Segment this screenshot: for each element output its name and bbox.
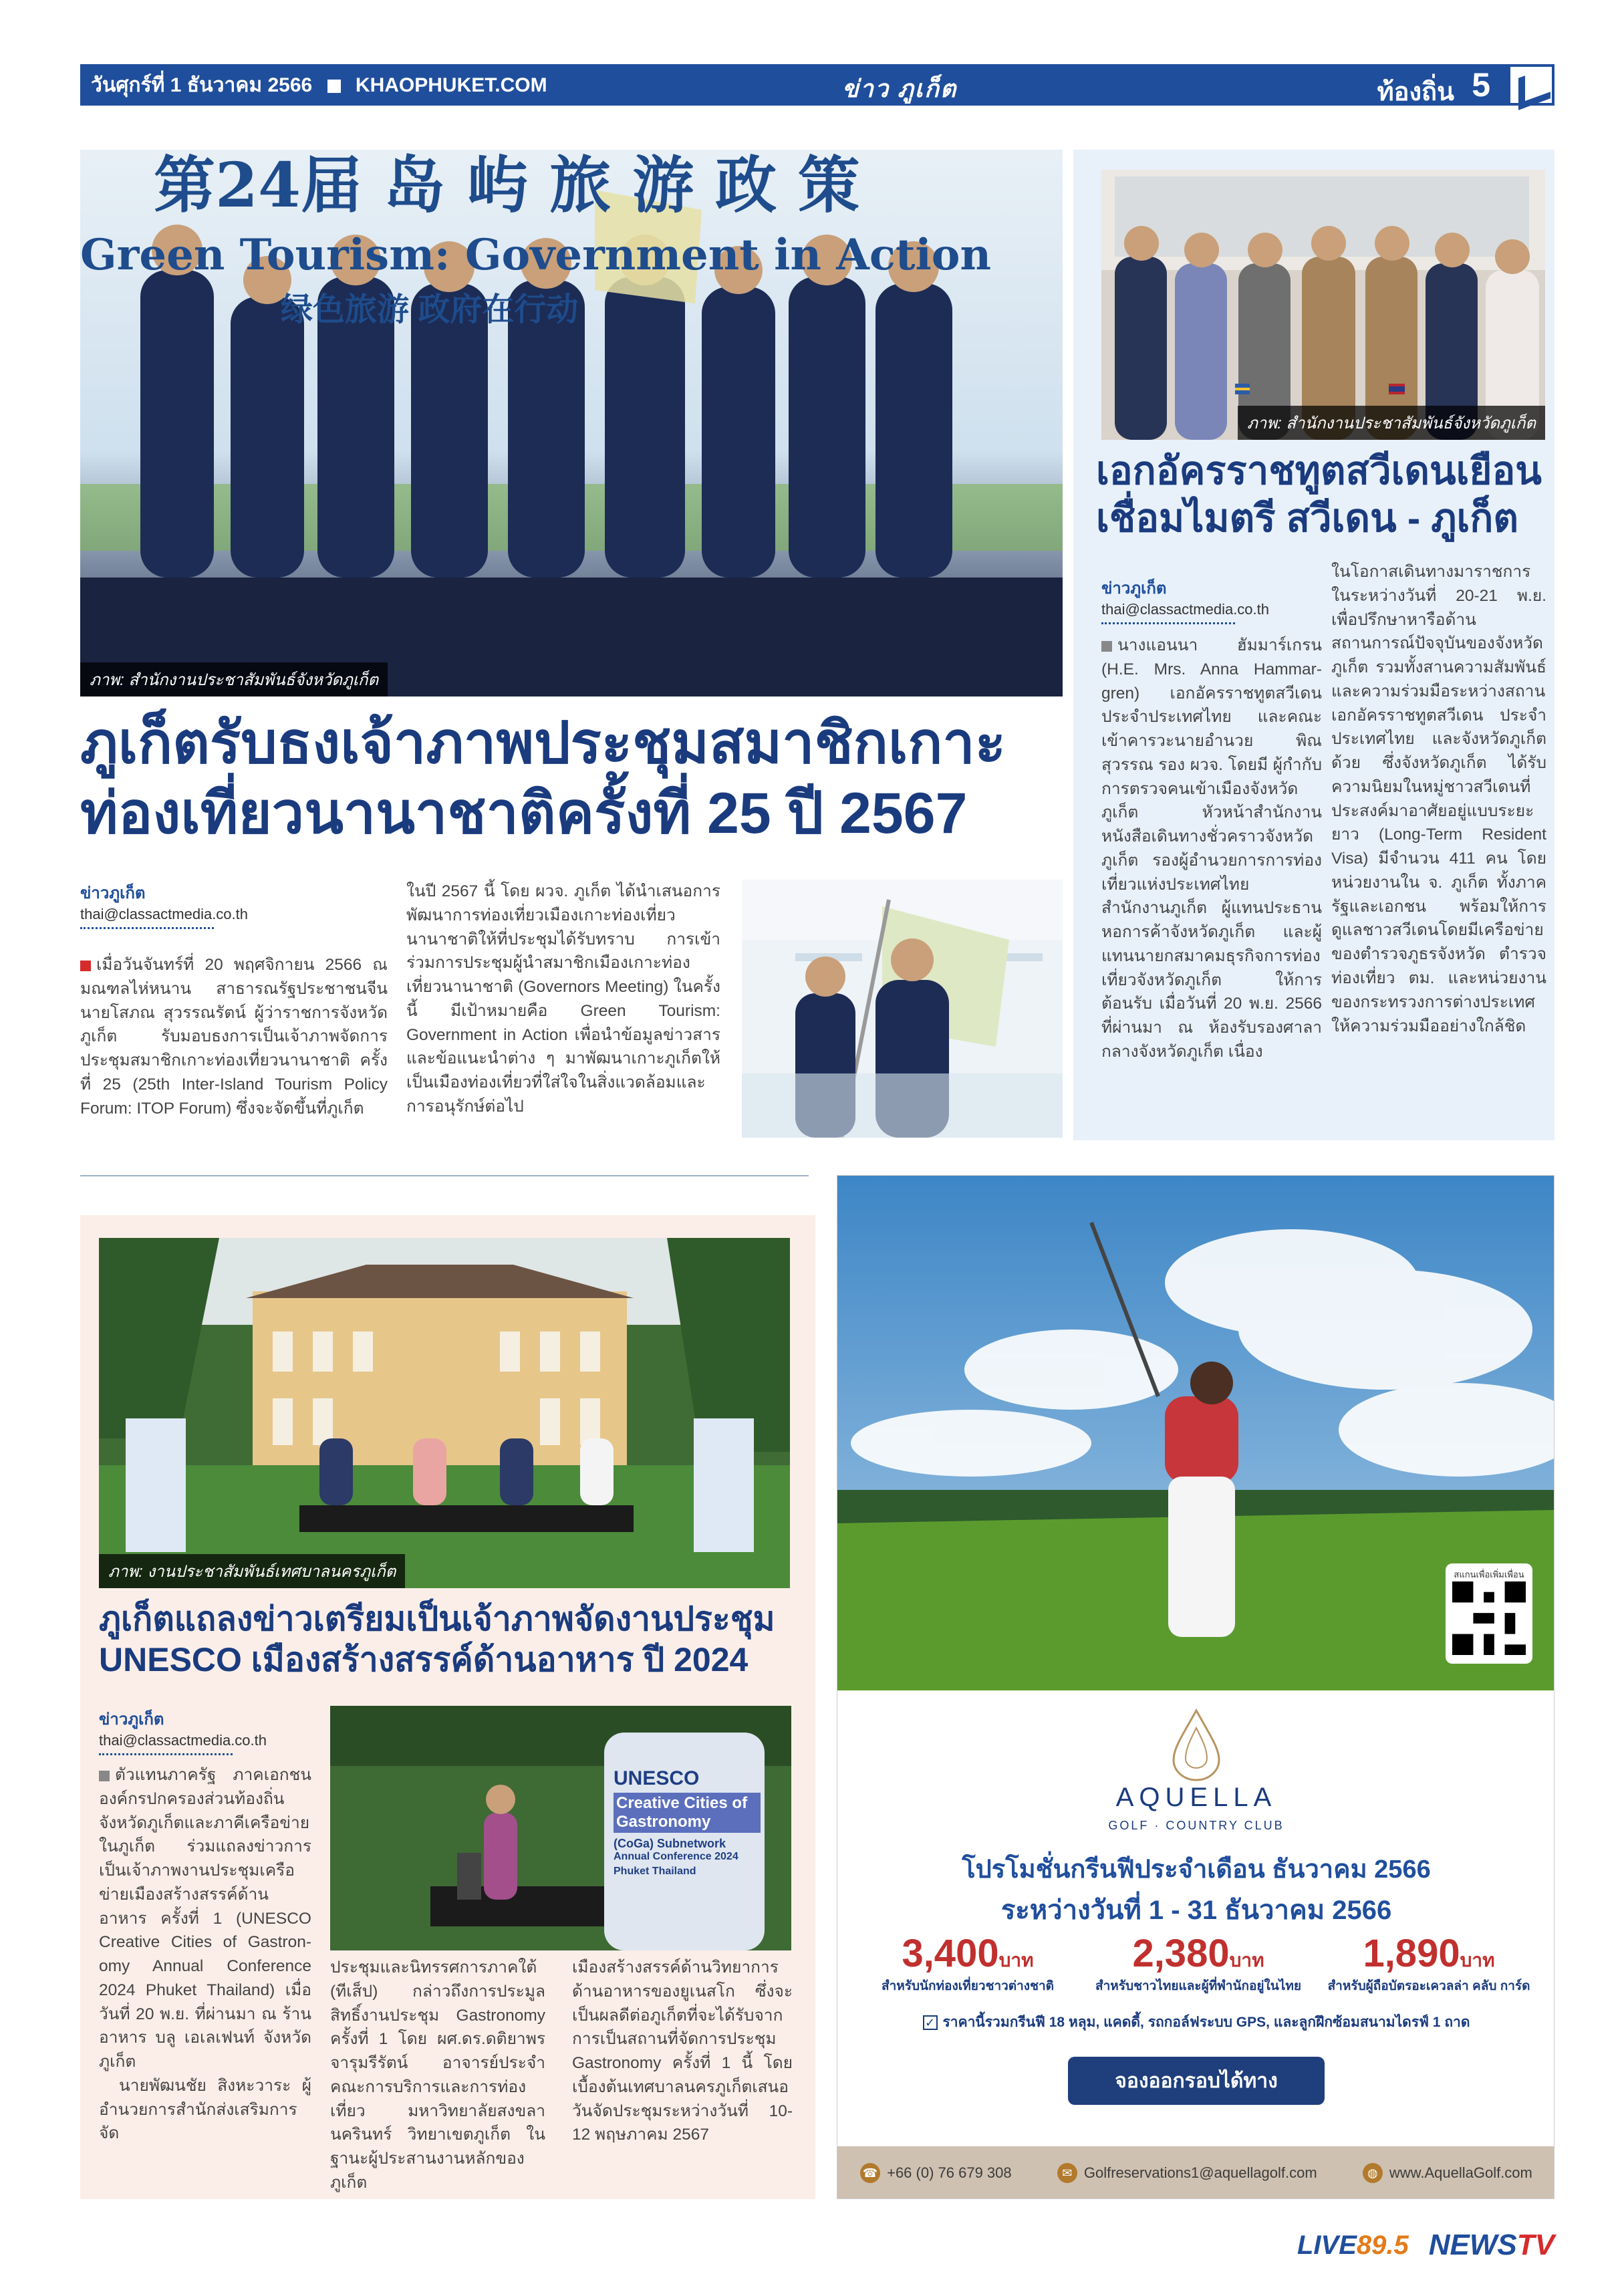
unesco-column-3 (572, 1956, 793, 2147)
section-title: ท้องถิ่น (1377, 78, 1454, 106)
page-header (80, 64, 1554, 106)
itop-photo-caption: ภาพ: สำนักงานประชาสัมพันธ์จังหวัดภูเก็ต (80, 662, 388, 696)
unesco-byline-name: ข่าวภูเก็ต (99, 1710, 164, 1729)
sweden-column-1 (1101, 634, 1322, 1064)
unesco-headline (99, 1599, 807, 1680)
itop-headline-line2: ท่องเที่ยวนานาชาติครั้งที่ 25 ปี 2567 (80, 781, 968, 846)
dateline-text: วันศุกร์ที่ 1 ธันวาคม 2566 (91, 74, 313, 96)
red-bullet-icon (80, 961, 91, 971)
live-brand-text: LIVE (1297, 2230, 1357, 2260)
contact-email[interactable] (1057, 2163, 1317, 2183)
golfer-photo (837, 1176, 1554, 1690)
banner-line1: UNESCO (614, 1767, 700, 1789)
itop-column-1 (80, 953, 388, 1120)
qr-label: สแกนเพื่อเพิ่มเพื่อน (1454, 1569, 1524, 1579)
qr-code-icon (1452, 1581, 1526, 1655)
aquella-golf-advert[interactable] (837, 1175, 1554, 2199)
site-link[interactable]: KHAOPHUKET.COM (355, 74, 547, 96)
price-member (1319, 1931, 1539, 1996)
price-note-text: ราคานี้รวมกรีนฟี 18 หลุม, แคดดี้, รถกอล์ฟระบบ GPS, และลูกฝึกซ้อมสนามไดรฟ์ 1 ถาด (942, 2015, 1470, 2030)
price-thai (1085, 1931, 1312, 1996)
itop-column-2 (406, 880, 720, 1119)
promo-line1: โปรโมชั่นกรีนฟีประจำเดือน ธันวาคม 2566 (962, 1856, 1431, 1884)
sweden-headline-line2: เชื่อมไมตรี สวีเดน - ภูเก็ต (1096, 496, 1519, 540)
brand-logo: ข่าว ภูเก็ต (842, 75, 958, 102)
price-desc: สำหรับชาวไทยและผู้ที่พำนักอยู่ในไทย (1095, 1979, 1301, 1993)
price-desc: สำหรับนักท่องเที่ยวชาวต่างชาติ (881, 1979, 1054, 1993)
price-unit: บาท (998, 1950, 1034, 1971)
aquella-logo-name: AQUELLA (1115, 1783, 1277, 1812)
unesco-col3-text: เมืองสร้างสรรค์ด้านวิทยาการด้านอาหารของยูเนสโก ซึ่งจะเป็นผลดีต่อภูเก็ตที่จะได้รับจากการเป็นสถานที่จัดการประชุม Gastronomy ครั้งที่ 1 นี้ โดยเบื้องต้นเทศบาลนครภูเก็ตเสนอวันจัดประชุมระหว่างวันที่ 10-12 พฤษภาคม 2567 (572, 1958, 793, 2144)
globe-icon: ◍ (1363, 2163, 1383, 2183)
itop-byline-name: ข่าวภูเก็ต (80, 884, 146, 902)
sweden-ambassador-photo (1101, 170, 1545, 440)
advert-contact-bar (837, 2146, 1554, 2199)
contact-website[interactable] (1363, 2163, 1532, 2183)
footer-logos (1297, 2229, 1554, 2262)
aquella-logo-sub: GOLF · COUNTRY CLUB (1108, 1819, 1284, 1832)
itop-headline-line1: ภูเก็ตรับธงเจ้าภาพประชุมสมาชิกเกาะ (80, 711, 1006, 775)
aquella-logo-icon (1170, 1708, 1223, 1781)
price-unit: บาท (1229, 1950, 1264, 1971)
itop-headline (80, 709, 1063, 849)
gray-bullet-icon (99, 1771, 110, 1781)
line-qr-code[interactable] (1446, 1563, 1532, 1664)
banner-line5: Phuket Thailand (614, 1866, 696, 1877)
advert-body (837, 1690, 1554, 2199)
itop-col2-text: ในปี 2567 นี้ โดย ผวจ. ภูเก็ต ได้นำเสนอการพัฒนาการท่องเที่ยวเมืองเกาะท่องเที่ยวนานาชาติให้ที่ประชุมได้รับทราบ การเข้าร่วมการประชุมผู้นำสมาชิกเมืองเกาะท่องเที่ยวนานาชาติ (Governors Meeting) ในครั้งนี้ มีเป้าหมายคือ Green Tourism: Government in Action เพื่อนำข้อมูลข่าวสารและข้อแนะนำต่าง ๆ มาพัฒนาเกาะภูเก็ตให้เป็นเมืองท่องเที่ยวที่ใส่ใจในสิ่งแวดล้อมและการอนุรักษ์ต่อไป (406, 882, 720, 1116)
price-amount: 2,380 (1132, 1932, 1230, 1975)
square-separator-icon (327, 80, 341, 93)
sweden-byline-email[interactable]: thai@classactmedia.co.th (1101, 601, 1270, 618)
unesco-byline-email[interactable]: thai@classactmedia.co.th (99, 1732, 267, 1749)
sweden-headline (1096, 448, 1550, 543)
phone-icon: ☎ (860, 2163, 880, 2183)
flag-handover-illustration (742, 880, 1063, 1138)
sweden-photo-caption: ภาพ: สำนักงานประชาสัมพันธ์จังหวัดภูเก็ต (1238, 406, 1545, 440)
live-frequency: 89.5 (1356, 2230, 1409, 2260)
section-divider (80, 1175, 809, 1176)
phone-text: +66 (0) 76 679 308 (887, 2164, 1012, 2181)
book-tee-time-button[interactable]: จองออกรอบได้ทาง (1068, 2057, 1325, 2105)
corner-logo-icon (1508, 64, 1554, 106)
website-text: www.AquellaGolf.com (1389, 2164, 1532, 2181)
itop-backdrop-cn: 绿色旅游 政府在行动 (281, 292, 579, 328)
itop-byline (80, 880, 248, 929)
contact-phone[interactable] (860, 2163, 1012, 2183)
email-icon: ✉ (1057, 2163, 1077, 2183)
price-foreigner (857, 1931, 1078, 1996)
unesco-col2-text: ประชุมและนิทรรศการภาคใต้ (ทีเส็ป) กล่าวถึงการประมูลสิทธิ์งานประชุม Gastronomy ครั้งที่ 1 โดย ผศ.ดร.ดติยาพร จารุมรีรัตน์ อาจารย์ประจำคณะการบริการและการท่องเที่ยว มหาวิทยาลัยสงขลานครินทร์ วิทยาเขตภูเก็ต ในฐานะผู้ประสานงานหลักของภูเก็ต (330, 1958, 545, 2192)
page-number: 5 (1472, 66, 1490, 104)
price-amount: 3,400 (902, 1932, 999, 1975)
unesco-byline (99, 1706, 267, 1755)
flag-handover-photo (742, 880, 1063, 1138)
itop-group-photo (80, 150, 1063, 696)
unesco-speaker-photo (330, 1706, 791, 1950)
checkbox-icon: ✓ (923, 2015, 938, 2030)
sweden-col2-text: ในโอกาสเดินทางมาราชการในระหว่างวันที่ 20-21 พ.ย. เพื่อปรึกษาหารือด้านสถานการณ์ปัจจุบันของจังหวัดภูเก็ต รวมทั้งสานความสัมพันธ์และความร่วมมือระหว่างสถานเอกอัครราชทูตสวีเดน ประจำประเทศไทย และจังหวัดภูเก็ตด้วย ซึ่งจังหวัดภูเก็ต ได้รับความนิยมในหมู่ชาวสวีเดนที่ประสงค์มาอาศัยอยู่แบบระยะยาว (Long-Term Resident Visa) มีจำนวน 411 คน โดยหน่วยงานใน จ. ภูเก็ต ทั้งภาครัฐและเอกชน พร้อมให้การดูแลชาวสวีเดนโดยมีเครือข่ายของตำรวจภูธรจังหวัด ตำรวจท่องเที่ยว ตม. และหน่วยงานของกระทรวงการต่างประเทศให้ความร่วมมืออย่างใกล้ชิด (1331, 563, 1546, 1035)
gray-bullet-icon (1101, 641, 1112, 652)
unesco-photo-caption: ภาพ: งานประชาสัมพันธ์เทศบาลนครภูเก็ต (99, 1554, 405, 1588)
unesco-column-2 (330, 1956, 545, 2195)
news-tv-logo[interactable] (1429, 2229, 1554, 2262)
sweden-photo-illustration (1101, 170, 1545, 440)
price-unit: บาท (1460, 1950, 1495, 1971)
price-desc: สำหรับผู้ถือบัตรอะเควลล่า คลับ การ์ด (1327, 1979, 1530, 1993)
banner-line4: Annual Conference 2024 (614, 1851, 738, 1862)
itop-backdrop-en: Green Tourism: Government in Action (80, 230, 991, 280)
mansion-photo-illustration (99, 1238, 790, 1588)
news-brand-text: NEWS (1428, 2229, 1517, 2261)
unesco-col1a-text: ตัวแทนภาครัฐ ภาคเอกชน องค์กรปกครองส่วนท้องถิ่นจังหวัดภูเก็ตและภาคีเครือข่ายในภูเก็ต ร่วมแถลงข่าวการเป็นเจ้าภาพงานประชุมเครือข่ายเมืองสร้างสรรค์ด้านอาหาร ครั้งที่ 1 (UNESCO Creative Cities of Gastron-omy Annual Conference 2024 Phuket Thailand) เมื่อวันที่ 20 พ.ย. ที่ผ่านมา ณ ร้านอาหาร บลู เอเลเฟนท์ จังหวัดภูเก็ต (99, 1766, 311, 2071)
unesco-headline-line2: UNESCO เมืองสร้างสรรค์ด้านอาหาร ปี 2024 (99, 1641, 749, 1678)
price-amount: 1,890 (1363, 1932, 1460, 1975)
itop-backdrop-cn-top: 第24届 岛 屿 旅 游 政 策 (154, 150, 860, 221)
live-radio-logo[interactable] (1297, 2231, 1409, 2261)
unesco-col1b-text: นายพัฒนชัย สิงหะวาระ ผู้อำนวยการสำนักส่งเสริมการจัด (99, 2076, 311, 2143)
news-tv-text: TV (1516, 2229, 1554, 2261)
price-note (837, 2011, 1554, 2033)
sweden-byline-name: ข่าวภูเก็ต (1101, 580, 1167, 598)
sweden-headline-line1: เอกอัครราชทูตสวีเดนเยือน (1096, 449, 1542, 493)
promo-line2: ระหว่างวันที่ 1 - 31 ธันวาคม 2566 (1000, 1896, 1392, 1925)
sweden-column-2 (1331, 560, 1546, 1038)
unesco-banner (614, 1767, 761, 1878)
itop-byline-email[interactable]: thai@classactmedia.co.th (80, 906, 249, 922)
email-text: Golfreservations1@aquellagolf.com (1083, 2164, 1317, 2181)
header-dateline (80, 70, 547, 101)
banner-line2: Creative Cities of Gastronomy (614, 1793, 761, 1833)
sweden-col1-text: นางแอนนา ฮัมมาร์เกรน (H.E. Mrs. Anna Hammar-gren) เอกอัครราชทูตสวีเดนประจำประเทศไทย และคณะ เข้าคารวะนายอำนวย พิณสุวรรณ รอง ผวจ. โดยมี ผู้กำกับการตรวจคนเข้าเมืองจังหวัดภูเก็ต หัวหน้าสำนักงานหนังสือเดินทางชั่วคราวจังหวัดภูเก็ต รองผู้อำนวยการการท่องเที่ยวแห่งประเทศไทย สำนักงานภูเก็ต ผู้แทนประธานหอการค้าจังหวัดภูเก็ต และผู้แทนนายกสมาคมธุรกิจการท่องเที่ยวจังหวัดภูเก็ต ให้การต้อนรับ เมื่อวันที่ 20 พ.ย. 2566 ที่ผ่านมา ณ ห้องรับรองศาลากลางจังหวัดภูเก็ต เนื่อง (1101, 636, 1322, 1061)
banner-line3: (CoGa) Subnetwork (614, 1837, 726, 1850)
unesco-mansion-photo (99, 1238, 790, 1588)
itop-col1-text: เมื่อวันจันทร์ที่ 20 พฤศจิกายน 2566 ณ มณฑลไห่หนาน สาธารณรัฐประชาชนจีน นายโสภณ สุวรรณรัตน์ ผู้ว่าราชการจังหวัดภูเก็ต รับมอบธงการเป็นเจ้าภาพจัดการประชุมสมาชิกเกาะท่องเที่ยวนานาชาติ ครั้งที่ 25 (25th Inter-Island Tourism Policy Forum: ITOP Forum) ซึ่งจะจัดขึ้นที่ภูเก็ต (80, 956, 388, 1118)
sweden-byline (1101, 575, 1269, 624)
unesco-headline-line1: ภูเก็ตแถลงข่าวเตรียมเป็นเจ้าภาพจัดงานประชุม (99, 1600, 775, 1638)
unesco-column-1 (99, 1763, 311, 2146)
